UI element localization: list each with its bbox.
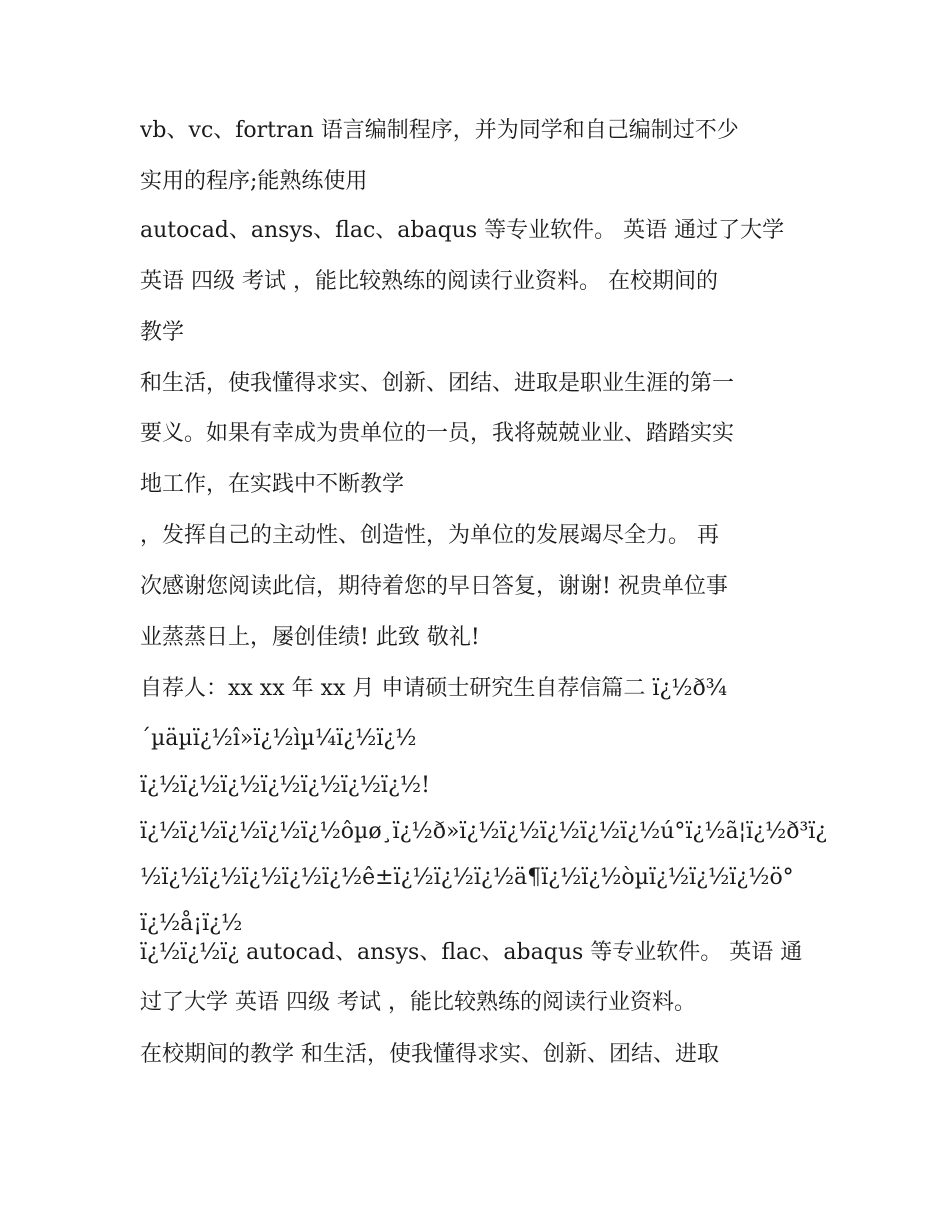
text-line: vb、vc、fortran 语言编制程序，并为同学和自己编制过不少 xyxy=(140,118,739,143)
text-line: 要义。如果有幸成为贵单位的一员，我将兢兢业业、踏踏实实 xyxy=(140,421,735,446)
text-line: 英语 四级 考试 ，能比较熟练的阅读行业资料。 在校期间的 xyxy=(140,269,718,294)
text-line: 和生活，使我懂得求实、创新、团结、进取是职业生涯的第一 xyxy=(140,371,735,396)
text-line: 实用的程序;能熟练使用 xyxy=(140,169,368,194)
text-line: 地工作，在实践中不断教学 xyxy=(140,472,405,497)
text-line: ï¿½ï¿½ï¿½ï¿½ï¿½ï¿½ï¿½! xyxy=(140,773,430,798)
text-line: 次感谢您阅读此信，期待着您的早日答复，谢谢! 祝贵单位事 xyxy=(140,574,728,599)
text-line: 过了大学 英语 四级 考试 ，能比较熟练的阅读行业资料。 xyxy=(140,990,696,1015)
text-line: ´µäµï¿½î»ï¿½ìµ¼ï¿½ï¿½ xyxy=(140,726,417,751)
text-line: autocad、ansys、flac、abaqus 等专业软件。 英语 通过了大学 xyxy=(140,218,785,243)
text-line: ï¿½å¡ï¿½ xyxy=(140,911,243,936)
text-line: ，发挥自己的主动性、创造性，为单位的发展竭尽全力。 再 xyxy=(140,523,719,548)
text-line: 业蒸蒸日上，屡创佳绩! 此致 敬礼! xyxy=(140,625,480,650)
text-line: ï¿½ï¿½ï¿ autocad、ansys、flac、abaqus 等专业软件。 英语 通 xyxy=(140,940,803,965)
text-line: 教学 xyxy=(140,320,185,345)
text-line: ï¿½ï¿½ï¿½ï¿½ï¿½ôµø¸ï¿½ð»ï¿½ï¿½ï¿½ï¿½ï¿½ú°ï¿½ã¦ï¿½ð³ï¿ xyxy=(140,819,828,844)
text-line: 在校期间的教学 和生活，使我懂得求实、创新、团结、进取 xyxy=(140,1042,719,1067)
text-line: 自荐人：xx xx 年 xx 月 申请硕士研究生自荐信篇二 ï¿½ð¾ xyxy=(140,676,728,701)
text-line: ½ï¿½ï¿½ï¿½ï¿½ï¿½ê±ï¿½ï¿½ï¿½ä¶ï¿½ï¿½òµï¿½ï¿½ï¿½ö° xyxy=(140,865,794,890)
